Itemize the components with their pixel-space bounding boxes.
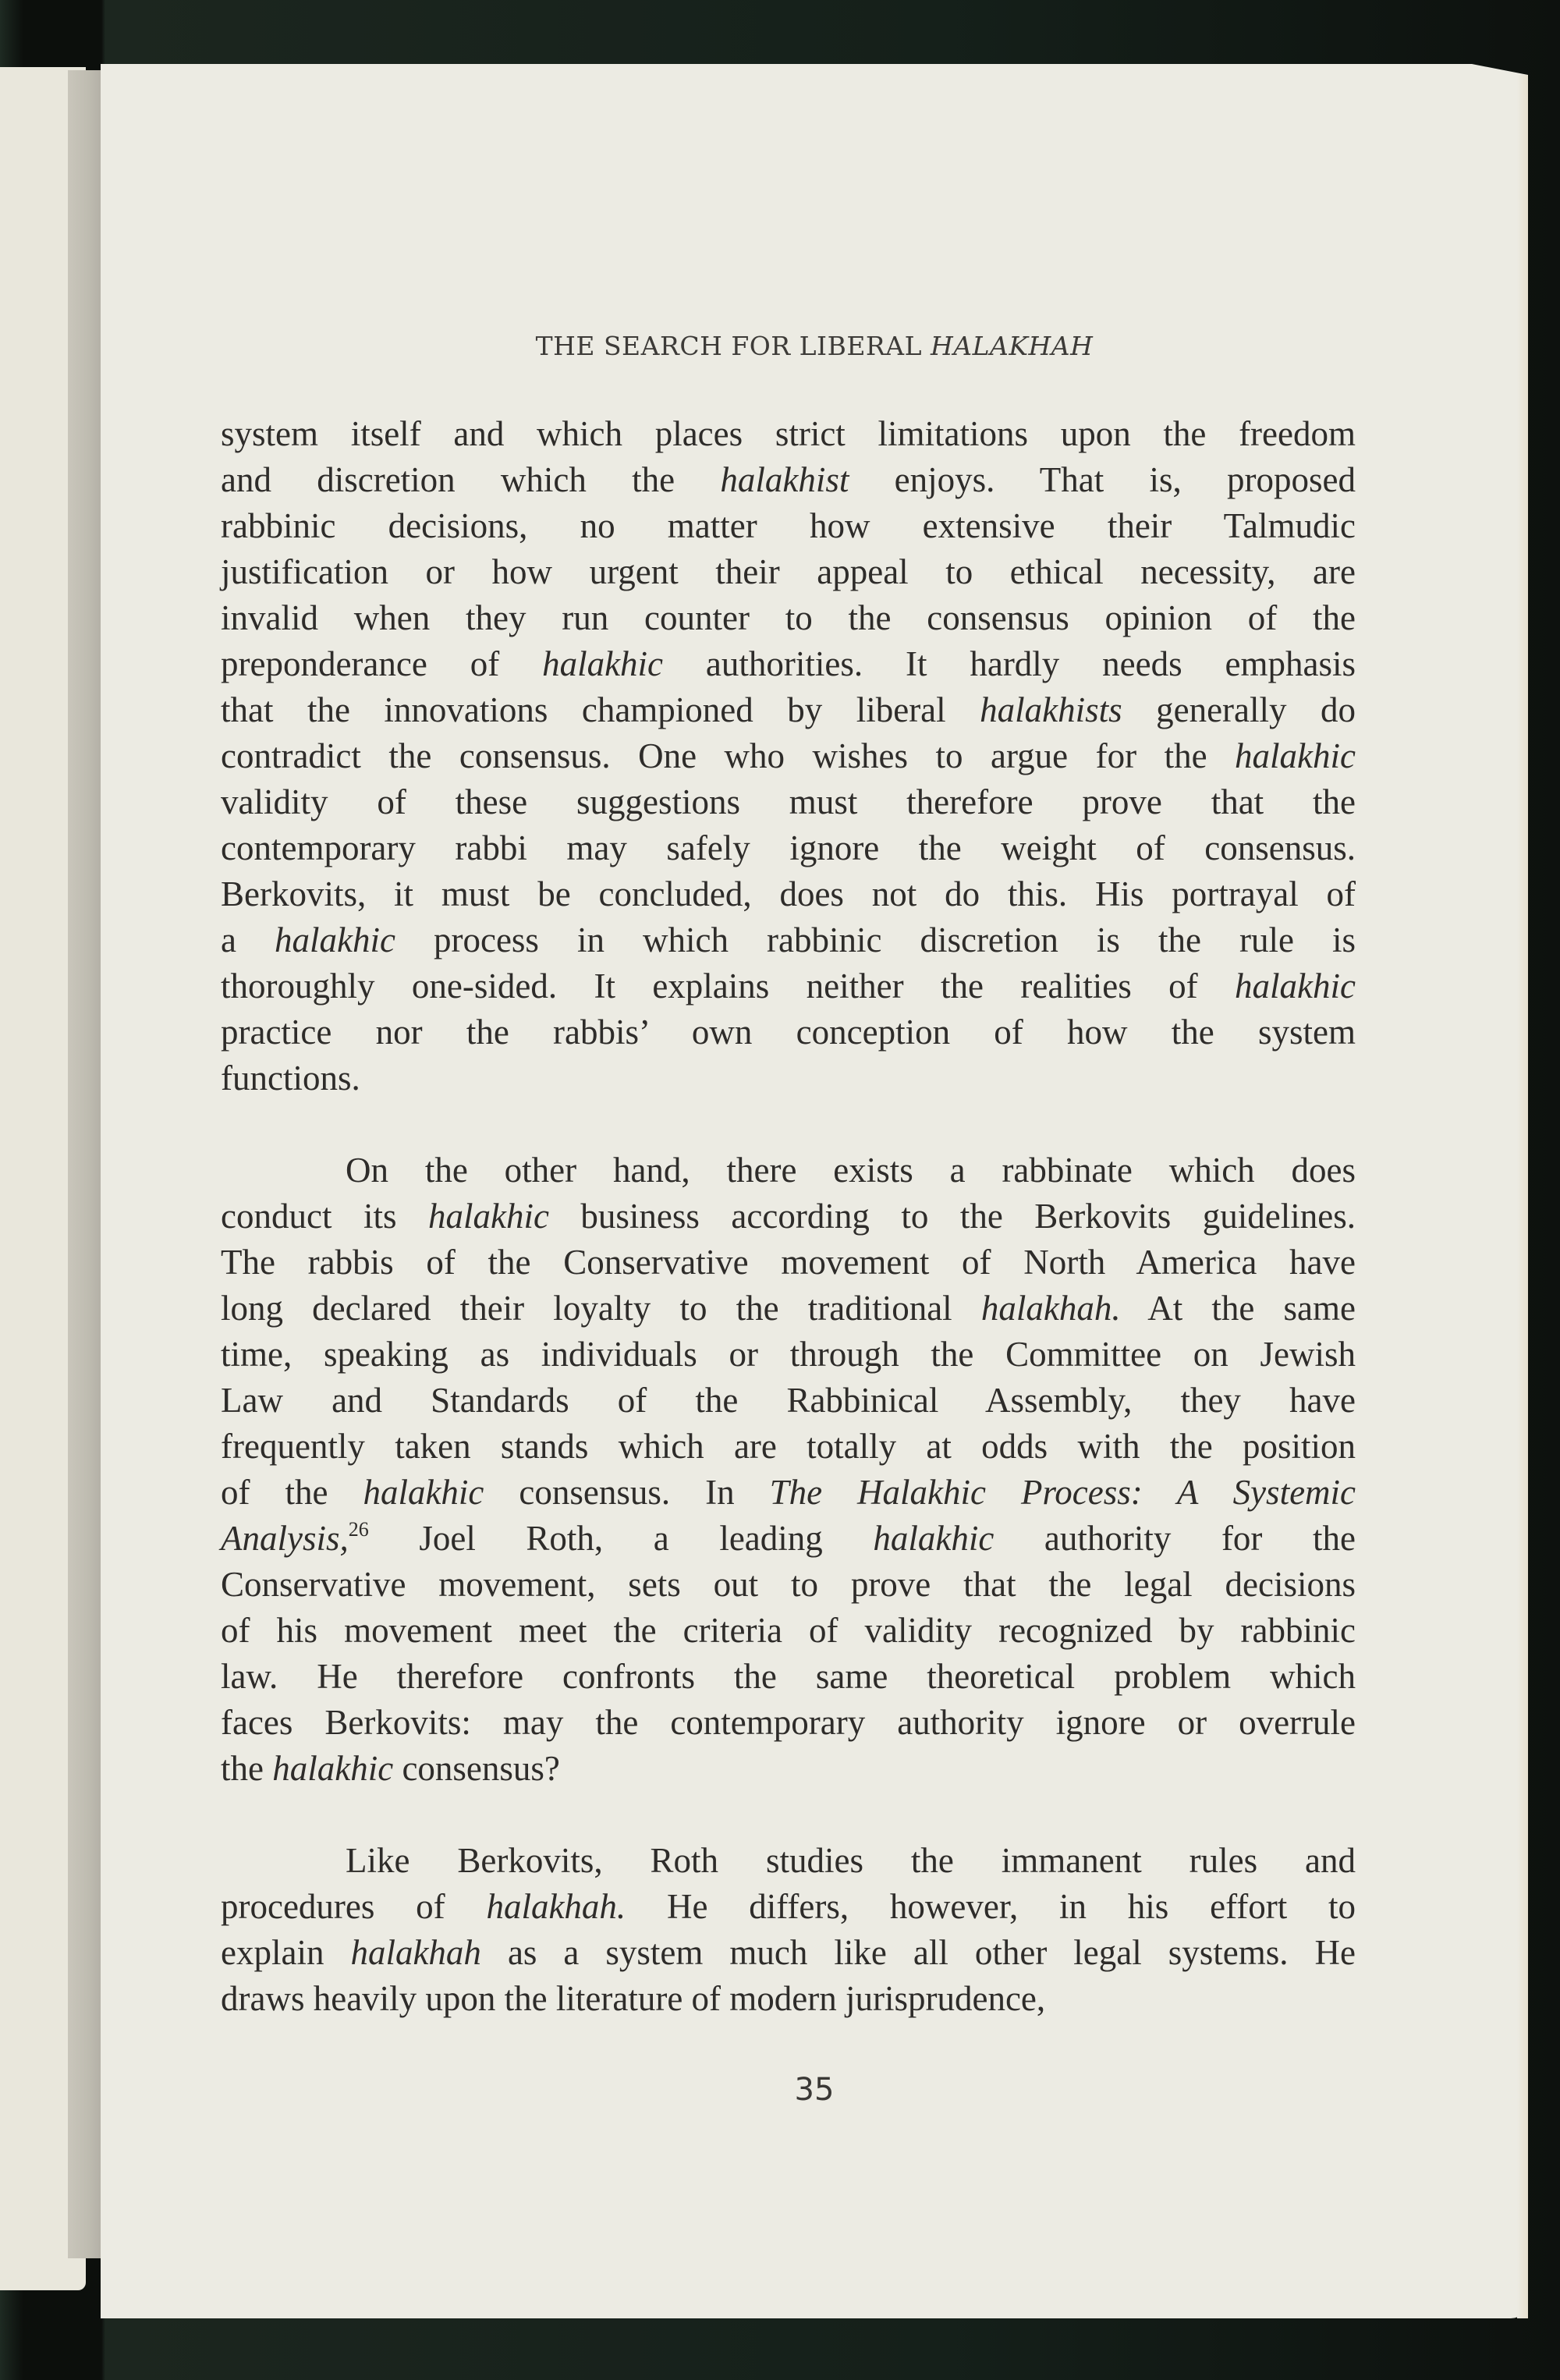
text-run: time, speaking as individuals or through the Committee on Jewish (221, 1335, 1356, 1374)
running-head (101, 331, 1528, 361)
text-line (221, 917, 1356, 963)
text-run: consensus. In (484, 1473, 770, 1512)
text-run: frequently taken stands which are totally at odds with the position (221, 1427, 1356, 1466)
text-run: the (221, 1749, 273, 1788)
italic-term: The Halakhic Process: A Systemic (769, 1473, 1356, 1512)
italic-term: halakhah (350, 1933, 481, 1972)
text-run: as a system much like all other legal systems. He (480, 1933, 1356, 1972)
italic-term: Analysis, (221, 1519, 349, 1558)
text-line (221, 1240, 1356, 1286)
text-run: invalid when they run counter to the consensus opinion of the (221, 598, 1356, 637)
text-line (221, 1746, 1356, 1792)
text-run: generally do (1122, 690, 1356, 729)
text-run: procedures of (221, 1887, 487, 1926)
paragraph (221, 1147, 1356, 1792)
text-run: justification or how urgent their appeal to ethical necessity, are (221, 552, 1356, 591)
italic-term: halakhic (1235, 967, 1356, 1006)
italic-term: halakhists (980, 690, 1122, 729)
text-line (221, 503, 1356, 549)
text-run: Joel Roth, a leading (368, 1519, 874, 1558)
italic-term: halakhic (272, 1749, 394, 1788)
text-run: contradict the consensus. One who wishes to argue for the (221, 736, 1236, 775)
italic-term: halakhah. (980, 1289, 1121, 1328)
text-line (221, 1930, 1356, 1976)
text-line (221, 1055, 1356, 1101)
text-run: On the other hand, there exists a rabbinate which does (346, 1151, 1356, 1190)
text-run: a (221, 920, 275, 959)
text-line (221, 1654, 1356, 1700)
text-run: validity of these suggestions must therefore prove that the (221, 782, 1356, 821)
text-line (221, 1332, 1356, 1378)
text-run: At the same (1120, 1289, 1356, 1328)
text-line (221, 1286, 1356, 1332)
text-run: of the (221, 1473, 363, 1512)
text-line (221, 1700, 1356, 1746)
text-line (221, 687, 1356, 733)
running-head-italic: HALAKHAH (931, 331, 1094, 361)
text-run: that the innovations championed by liberal (221, 690, 980, 729)
text-line (221, 825, 1356, 871)
text-line (221, 733, 1356, 779)
text-run: enjoys. That is, proposed (849, 460, 1356, 499)
page-number: 35 (794, 2072, 835, 2108)
body-text (221, 411, 1356, 2022)
text-run: Law and Standards of the Rabbinical Assembly, they have (221, 1381, 1356, 1420)
text-run: preponderance of (221, 644, 543, 683)
footnote-marker: 26 (348, 1518, 369, 1541)
text-run: long declared their loyalty to the traditional (221, 1289, 981, 1328)
text-line (221, 963, 1356, 1009)
page-fore-edge (1517, 75, 1528, 2318)
text-run: The rabbis of the Conservative movement of North America have (221, 1243, 1356, 1282)
text-run: process in which rabbinic discretion is the rule is (395, 920, 1356, 959)
italic-term: halakhic (363, 1473, 484, 1512)
italic-term: halakhic (542, 644, 664, 683)
text-run: Conservative movement, sets out to prove that the legal decisions (221, 1565, 1356, 1604)
paragraph (221, 411, 1356, 1101)
text-run: contemporary rabbi may safely ignore the weight of consensus. (221, 828, 1356, 867)
text-run: draws heavily upon the literature of modern jurisprudence, (221, 1979, 1046, 2018)
book-gutter-shadow (68, 70, 101, 2258)
text-line (221, 779, 1356, 825)
text-run: functions. (221, 1059, 360, 1098)
text-run: Like Berkovits, Roth studies the immanent rules and (346, 1841, 1356, 1880)
text-line (221, 595, 1356, 641)
italic-term: halakhist (720, 460, 849, 499)
text-line (221, 411, 1356, 457)
text-run: law. He therefore confronts the same theoretical problem which (221, 1657, 1356, 1696)
text-run: thoroughly one-sided. It explains neither the realities of (221, 967, 1236, 1006)
text-line (221, 1470, 1356, 1516)
text-run: consensus? (393, 1749, 560, 1788)
text-run: practice nor the rabbis’ own conception of how the system (221, 1013, 1356, 1052)
italic-term: halakhic (427, 1197, 549, 1236)
text-run: of his movement meet the criteria of validity recognized by rabbinic (221, 1611, 1356, 1650)
text-run: He differs, however, in his effort to (626, 1887, 1356, 1926)
text-line (221, 641, 1356, 687)
text-line (221, 1976, 1356, 2022)
text-run: rabbinic decisions, no matter how extensive their Talmudic (221, 506, 1356, 545)
italic-term: halakhic (873, 1519, 994, 1558)
paragraph (221, 1838, 1356, 2022)
text-line (221, 1424, 1356, 1470)
italic-term: halakhic (1235, 736, 1356, 775)
text-line (221, 1838, 1356, 1884)
running-head-text: THE SEARCH FOR LIBERAL (535, 331, 931, 361)
text-line (221, 1009, 1356, 1055)
text-run: system itself and which places strict limitations upon the freedom (221, 414, 1356, 453)
text-run: explain (221, 1933, 351, 1972)
text-run: business according to the Berkovits guidelines. (548, 1197, 1356, 1236)
text-line (221, 1147, 1356, 1194)
text-line (221, 1516, 1356, 1562)
text-line (221, 457, 1356, 503)
text-run: authority for the (994, 1519, 1356, 1558)
text-run: authorities. It hardly needs emphasis (663, 644, 1356, 683)
text-line (221, 1562, 1356, 1608)
text-line (221, 1194, 1356, 1240)
text-run: Berkovits, it must be concluded, does not do this. His portrayal of (221, 874, 1356, 913)
italic-term: halakhic (275, 920, 395, 959)
text-line (221, 1608, 1356, 1654)
text-run: conduct its (221, 1197, 428, 1236)
text-run: faces Berkovits: may the contemporary authority ignore or overrule (221, 1703, 1356, 1742)
text-line (221, 1884, 1356, 1930)
text-line (221, 1378, 1356, 1424)
text-run: and discretion which the (221, 460, 721, 499)
text-line (221, 549, 1356, 595)
text-line (221, 871, 1356, 917)
italic-term: halakhah. (486, 1887, 626, 1926)
